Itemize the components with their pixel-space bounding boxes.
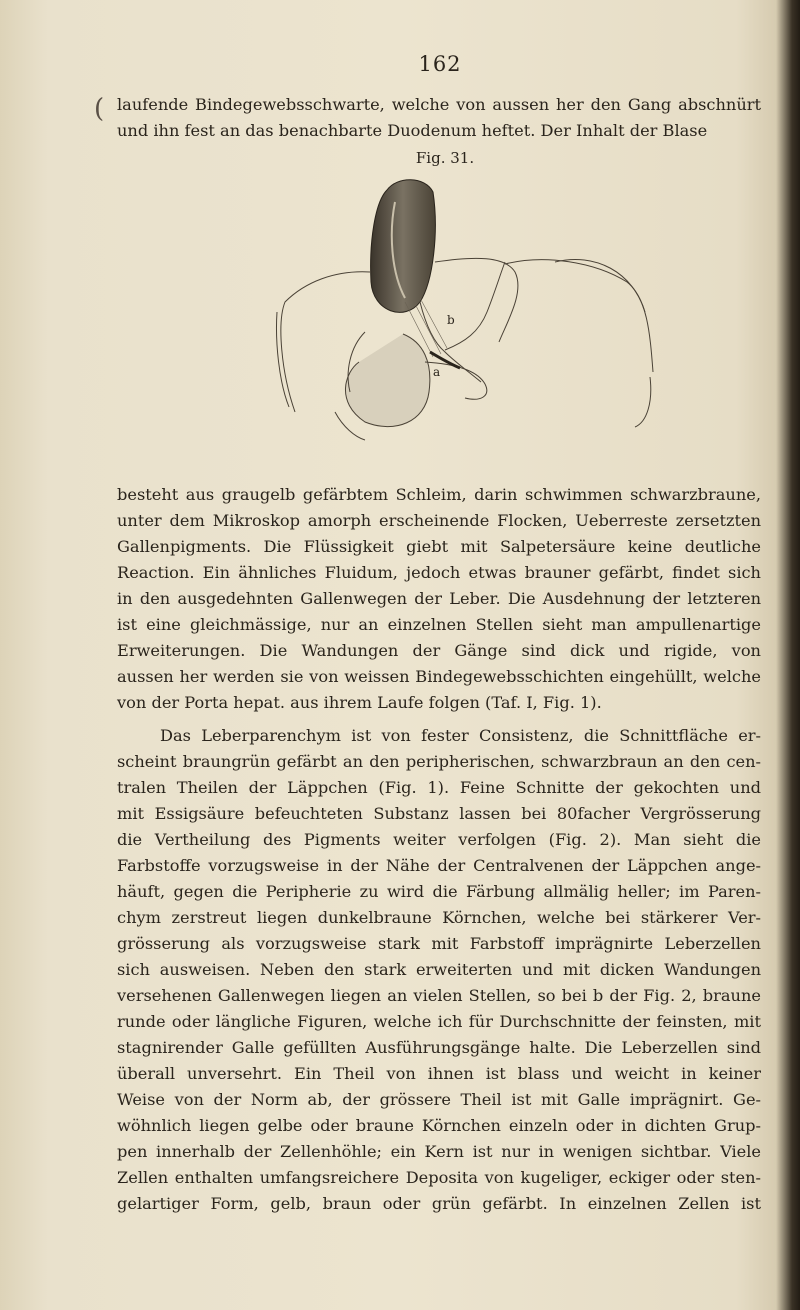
text-line: besteht aus graugelb gefärbtem Schleim, darin schwimmen schwarzbraune, bbox=[117, 485, 761, 504]
text-line: Gallenpigments. Die Flüssigkeit giebt mit Salpetersäure keine deutliche bbox=[117, 537, 761, 556]
text-line: chym zerstreut liegen dunkelbraune Körnchen, welche bei stärkerer Ver- bbox=[117, 908, 761, 927]
text-line: Weise von der Norm ab, der grössere Theil ist mit Galle imprägnirt. Ge- bbox=[117, 1090, 761, 1109]
page-number: 162 bbox=[418, 52, 462, 76]
text-line: Farbstoffe vorzugsweise in der Nähe der Centralvenen der Läppchen ange- bbox=[117, 856, 761, 875]
text-line: pen innerhalb der Zellenhöhle; ein Kern ist nur in wenigen sichtbar. Viele bbox=[117, 1142, 761, 1161]
text-line: grösserung als vorzugsweise stark mit Farbstoff imprägnirte Leberzellen bbox=[117, 934, 761, 953]
figure-label-b: b bbox=[447, 313, 455, 327]
text-line: Zellen enthalten umfangsreichere Deposita von kugeliger, eckiger oder sten- bbox=[117, 1168, 761, 1187]
text-line: laufende Bindegewebsschwarte, welche von aussen her den Gang abschnürt bbox=[117, 95, 761, 114]
text-line: unter dem Mikroskop amorph erscheinende Flocken, Ueberreste zersetzten bbox=[117, 511, 761, 530]
text-line: ist eine gleichmässige, nur an einzelnen Stellen sieht man ampullenartige bbox=[117, 615, 761, 634]
text-line: Reaction. Ein ähnliches Fluidum, jedoch etwas brauner gefärbt, findet sich bbox=[117, 563, 761, 582]
text-line: Das Leberparenchym ist von fester Consistenz, die Schnittfläche er- bbox=[160, 726, 761, 745]
text-line: sich ausweisen. Neben den stark erweiterten und mit dicken Wandungen bbox=[117, 960, 761, 979]
text-line: gelartiger Form, gelb, braun oder grün gefärbt. In einzelnen Zellen ist bbox=[117, 1194, 761, 1213]
text-line: überall unversehrt. Ein Theil von ihnen ist blass und weicht in keiner bbox=[117, 1064, 761, 1083]
text-line: häuft, gegen die Peripherie zu wird die Färbung allmälig heller; im Paren- bbox=[117, 882, 761, 901]
anatomical-figure bbox=[255, 172, 675, 447]
text-line: stagnirender Galle gefüllten Ausführungsgänge halte. Die Leberzellen sind bbox=[117, 1038, 761, 1057]
text-line: aussen her werden sie von weissen Bindegewebsschichten eingehüllt, welche bbox=[117, 667, 761, 686]
text-line: in den ausgedehnten Gallenwegen der Leber. Die Ausdehnung der letzteren bbox=[117, 589, 761, 608]
text-line: tralen Theilen der Läppchen (Fig. 1). Feine Schnitte der gekochten und bbox=[117, 778, 761, 797]
figure-label-a: a bbox=[433, 365, 441, 379]
text-line: die Vertheilung des Pigments weiter verfolgen (Fig. 2). Man sieht die bbox=[117, 830, 761, 849]
text-line: mit Essigsäure befeuchteten Substanz lassen bei 80facher Vergrösserung bbox=[117, 804, 761, 823]
text-line: versehenen Gallenwegen liegen an vielen Stellen, so bei b der Fig. 2, braune bbox=[117, 986, 761, 1005]
text-line: wöhnlich liegen gelbe oder braune Körnchen einzeln oder in dichten Grup- bbox=[117, 1116, 761, 1135]
text-line: von der Porta hepat. aus ihrem Laufe folgen (Taf. I, Fig. 1). bbox=[117, 693, 602, 712]
text-line: und ihn fest an das benachbarte Duodenum heftet. Der Inhalt der Blase bbox=[117, 121, 708, 140]
text-line: runde oder längliche Figuren, welche ich für Durchschnitte der feinsten, mit bbox=[117, 1012, 761, 1031]
text-line: Erweiterungen. Die Wandungen der Gänge sind dick und rigide, von bbox=[117, 641, 761, 660]
text-line: scheint braungrün gefärbt an den peripherischen, schwarzbraun an den cen- bbox=[117, 752, 761, 771]
margin-bracket-mark: ( bbox=[94, 94, 105, 124]
figure-caption: Fig. 31. bbox=[415, 149, 475, 167]
